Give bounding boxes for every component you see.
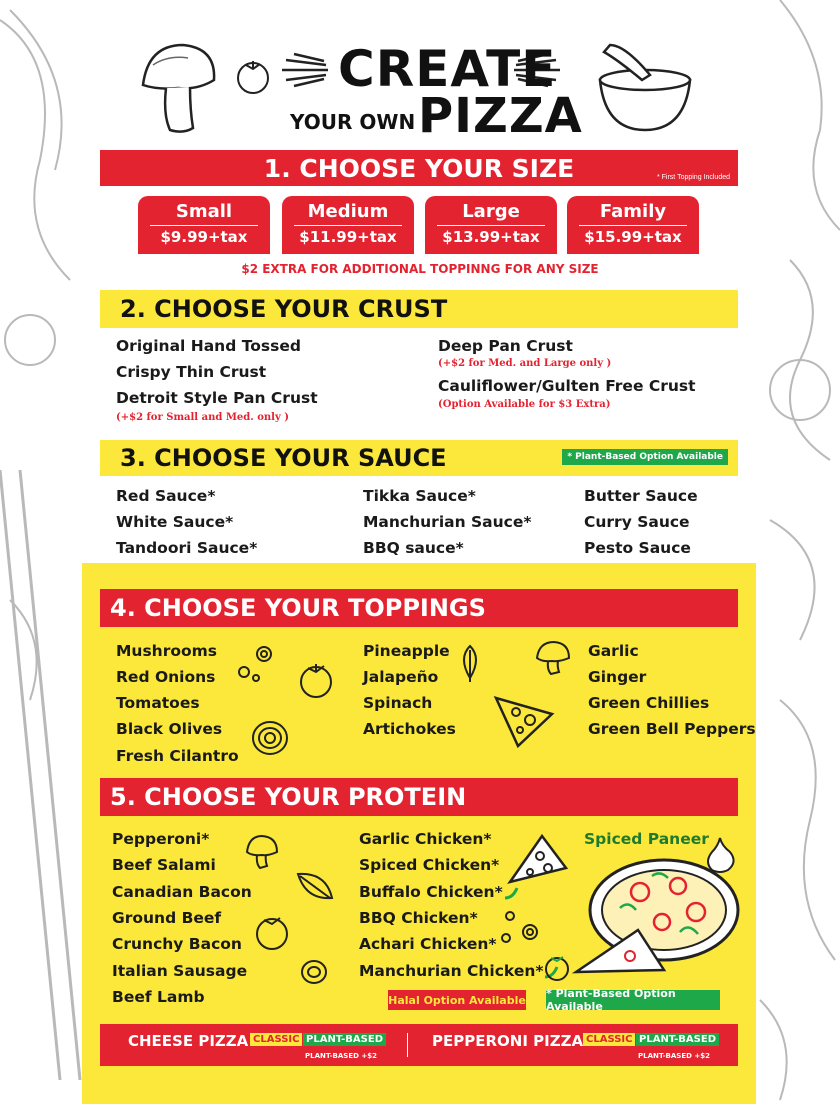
protein-option[interactable]: Crunchy Bacon xyxy=(112,935,242,953)
sauce-option[interactable] xyxy=(363,487,476,505)
divider xyxy=(294,225,402,226)
protein-option[interactable] xyxy=(359,909,478,927)
olive-icon xyxy=(496,910,540,946)
leaf-icon xyxy=(296,870,336,904)
tomato-icon xyxy=(252,912,292,952)
plant-star: * xyxy=(491,856,500,874)
divider xyxy=(437,225,545,226)
crust-note: (+$2 for Small and Med. only ) xyxy=(116,412,289,423)
crust-option[interactable]: Crispy Thin Crust xyxy=(116,363,267,381)
protein-section-title: 5. CHOOSE YOUR PROTEIN xyxy=(100,778,738,816)
crust-option[interactable]: Cauliflower/Gulten Free Crust xyxy=(438,377,696,395)
protein-option[interactable] xyxy=(359,883,519,901)
sauce-section-title xyxy=(100,440,738,476)
plant-star: * xyxy=(523,513,532,531)
crust-section-title: 2. CHOOSE YOUR CRUST xyxy=(100,290,738,328)
plant-star: * xyxy=(535,962,544,980)
topping-option[interactable]: Black Olives xyxy=(116,720,223,738)
plant-based-badge: * Plant-Based Option Available xyxy=(546,990,720,1010)
protein-label: Achari Chicken xyxy=(359,935,489,953)
size-name: Large xyxy=(462,201,520,222)
plant-star: * xyxy=(467,487,476,505)
pizza-illustration xyxy=(568,852,740,988)
specialty-pizza-band xyxy=(100,1024,738,1066)
header-pizza: PIZZA xyxy=(418,88,583,144)
halal-option-badge: Halal Option Available xyxy=(388,990,526,1010)
topping-option[interactable]: Jalapeño xyxy=(363,668,439,686)
crust-option[interactable]: Original Hand Tossed xyxy=(116,337,301,355)
size-price: $9.99+tax xyxy=(160,228,248,246)
header-your-own: YOUR OWN xyxy=(290,110,416,134)
mushroom-icon xyxy=(138,40,218,135)
plant-star: * xyxy=(249,539,258,557)
tomato-icon xyxy=(232,55,274,97)
crust-note: (+$2 for Med. and Large only ) xyxy=(438,358,612,369)
divider xyxy=(407,1033,408,1057)
crust-option[interactable]: Deep Pan Crust xyxy=(438,337,573,355)
topping-option[interactable]: Spinach xyxy=(363,694,433,712)
protein-option[interactable]: Beef Lamb xyxy=(112,988,205,1006)
sauce-option[interactable] xyxy=(363,513,532,531)
sauce-option[interactable] xyxy=(116,539,257,557)
protein-option[interactable]: Beef Salami xyxy=(112,856,216,874)
sauce-option[interactable] xyxy=(363,539,464,557)
size-name: Family xyxy=(599,201,667,222)
classic-tag[interactable]: CLASSIC xyxy=(583,1033,635,1046)
toppings-section-title: 4. CHOOSE YOUR TOPPINGS xyxy=(100,589,738,627)
extra-topping-note: $2 EXTRA FOR ADDITIONAL TOPPINNG FOR ANY SIZE xyxy=(241,262,599,276)
sauce-label: Red Sauce xyxy=(116,487,208,505)
cheese-pizza-label[interactable]: CHEESE PIZZA xyxy=(128,1032,249,1050)
sauce-title-text: 3. CHOOSE YOUR SAUCE xyxy=(120,444,447,472)
pepperoni-pizza-label[interactable]: PEPPERONI PIZZA xyxy=(432,1032,584,1050)
burst-left-icon xyxy=(280,52,330,88)
mushroom-icon xyxy=(244,834,280,870)
protein-option-paneer[interactable]: Spiced Paneer xyxy=(584,830,709,848)
topping-option[interactable]: Fresh Cilantro xyxy=(116,747,239,765)
plant-based-tag[interactable]: PLANT-BASED xyxy=(303,1033,386,1046)
classic-tag[interactable]: CLASSIC xyxy=(250,1033,302,1046)
sauce-option[interactable] xyxy=(116,513,233,531)
sauce-option[interactable]: Curry Sauce xyxy=(584,513,690,531)
topping-option[interactable]: Artichokes xyxy=(363,720,456,738)
plant-based-price-note: PLANT-BASED +$2 xyxy=(305,1052,377,1060)
crust-option[interactable]: Detroit Style Pan Crust xyxy=(116,389,318,407)
plant-star: * xyxy=(494,883,503,901)
sauce-label: White Sauce xyxy=(116,513,226,531)
tomato-icon xyxy=(296,660,336,700)
protein-label: Manchurian Chicken xyxy=(359,962,536,980)
protein-label: Pepperoni xyxy=(112,830,202,848)
size-price: $15.99+tax xyxy=(584,228,682,246)
olive-icon xyxy=(236,644,276,684)
protein-option[interactable] xyxy=(359,935,497,953)
protein-option[interactable] xyxy=(359,856,499,874)
size-section-title xyxy=(100,150,738,186)
topping-option[interactable]: Green Bell Peppers xyxy=(588,720,756,738)
sauce-option[interactable]: Butter Sauce xyxy=(584,487,698,505)
protein-option[interactable] xyxy=(359,962,559,980)
header-create: CREATE xyxy=(338,40,557,98)
size-price: $13.99+tax xyxy=(442,228,540,246)
sauce-label: Manchurian Sauce xyxy=(363,513,524,531)
protein-option[interactable] xyxy=(112,830,209,848)
sauce-option[interactable] xyxy=(116,487,215,505)
protein-option[interactable] xyxy=(359,830,492,848)
plant-star: * xyxy=(469,909,478,927)
cheese-icon xyxy=(492,692,556,750)
size-name: Small xyxy=(175,201,233,222)
plant-star: * xyxy=(488,935,497,953)
plant-based-badge: * Plant-Based Option Available xyxy=(562,449,728,465)
topping-option[interactable]: Mushrooms xyxy=(116,642,218,660)
plant-star: * xyxy=(225,513,234,531)
divider xyxy=(150,225,258,226)
protein-option[interactable]: Canadian Bacon xyxy=(112,883,252,901)
topping-option[interactable]: Green Chillies xyxy=(588,694,710,712)
topping-option[interactable]: Garlic xyxy=(588,642,639,660)
protein-label: Garlic Chicken xyxy=(359,830,484,848)
plant-based-price-note: PLANT-BASED +$2 xyxy=(638,1052,710,1060)
plant-based-tag[interactable]: PLANT-BASED xyxy=(636,1033,719,1046)
protein-option[interactable]: Italian Sausage xyxy=(112,962,248,980)
protein-label: BBQ Chicken xyxy=(359,909,470,927)
size-option-large[interactable] xyxy=(425,196,557,254)
cheese-icon xyxy=(506,832,570,890)
onion-icon xyxy=(300,958,330,986)
plant-star: * xyxy=(207,487,216,505)
plant-star: * xyxy=(455,539,464,557)
sauce-label: BBQ sauce xyxy=(363,539,456,557)
size-option-family[interactable] xyxy=(567,196,699,254)
leaf-icon xyxy=(456,644,484,684)
sauce-option[interactable]: Pesto Sauce xyxy=(584,539,691,557)
mushroom-icon xyxy=(534,640,572,676)
onion-icon xyxy=(250,718,294,758)
topping-option[interactable]: Tomatoes xyxy=(116,694,200,712)
size-option-small[interactable] xyxy=(138,196,270,254)
mortar-pestle-icon xyxy=(590,40,700,135)
plant-star: * xyxy=(201,830,210,848)
plant-star: * xyxy=(483,830,492,848)
protein-label: Buffalo Chicken xyxy=(359,883,495,901)
size-option-medium[interactable] xyxy=(282,196,414,254)
protein-label: Spiced Chicken xyxy=(359,856,492,874)
size-name: Medium xyxy=(307,201,389,222)
sauce-label: Tandoori Sauce xyxy=(116,539,250,557)
topping-option[interactable]: Pineapple xyxy=(363,642,450,660)
protein-option[interactable]: Ground Beef xyxy=(112,909,222,927)
divider xyxy=(579,225,687,226)
tomato-icon xyxy=(542,952,572,982)
first-topping-note: * First Topping Included xyxy=(656,174,730,181)
topping-option[interactable]: Ginger xyxy=(588,668,647,686)
topping-option[interactable]: Red Onions xyxy=(116,668,216,686)
crust-note: (Option Available for $3 Extra) xyxy=(438,399,611,410)
size-title-text: 1. CHOOSE YOUR SIZE xyxy=(263,153,575,183)
size-price: $11.99+tax xyxy=(299,228,397,246)
sauce-label: Tikka Sauce xyxy=(363,487,468,505)
